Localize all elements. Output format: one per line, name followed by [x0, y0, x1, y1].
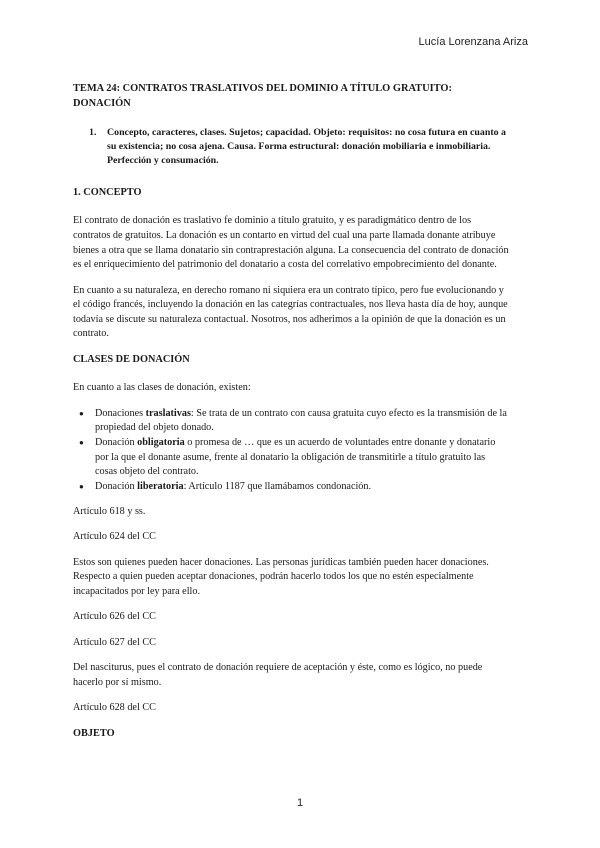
document-body [73, 82, 509, 755]
list-item-keyword: traslativas [145, 407, 191, 419]
list-item-prefix: Donaciones [95, 407, 146, 419]
concepto-paragraph-2: En cuanto a su naturaleza, en derecho romano ni siquiera era un contrato típico, pero fue evolucionando y el código francés, incluyendo la donación en las categrías contractuales, nos lleva hasta día de hoy, aunque todavía se discute su naturaleza contactual. Nosotros, nos adherimos a la opinión de que la donación es un contrato. [73, 284, 508, 340]
article-626: Artículo 626 del CC [73, 611, 156, 623]
personas-paragraph: Estos son quienes pueden hacer donaciones. Las personas jurídicas también pueden hacer donaciones. Respecto a quien pueden aceptar donaciones, podrán hacerlo todos los que no estén especialmente incapacitados por ley para ello. [73, 556, 489, 598]
list-item-keyword: obligatoria [137, 436, 185, 448]
list-item-text: : Artículo 1187 que llamábamos condonación. [183, 480, 372, 492]
section-heading-objeto: OBJETO [73, 727, 115, 739]
list-item [95, 436, 509, 480]
article-628: Artículo 628 del CC [73, 702, 156, 714]
header-author: Lucía Lorenzana Ariza [418, 36, 528, 48]
list-item-prefix: Donación [95, 436, 138, 448]
list-item [95, 480, 509, 495]
list-item-text: : Se trata de un contrato con causa gratuita cuyo efecto es la transmisión de la propiedad del objeto donado. [95, 407, 507, 434]
page-number: 1 [296, 797, 304, 809]
article-627: Artículo 627 del CC [73, 636, 156, 648]
list-item [95, 407, 509, 436]
article-618: Artículo 618 y ss. [73, 506, 146, 518]
topic-outline [89, 126, 509, 169]
page-title: TEMA 24: CONTRATOS TRASLATIVOS DEL DOMINIO A TÍTULO GRATUITO: DONACIÓN [73, 83, 452, 109]
article-624: Artículo 624 del CC [73, 531, 156, 543]
list-item-prefix: Donación [95, 480, 138, 492]
list-item-text: o promesa de … que es un acuerdo de voluntades entre donante y donatario por la que el donante asume, frente al donatario la obligación de transmitirle a título gratuito las cosas objeto del contrato. [95, 436, 496, 478]
section-heading-concepto: 1. CONCEPTO [73, 186, 142, 198]
outline-number: 1. [89, 126, 97, 138]
clases-list [73, 407, 509, 495]
list-item-keyword: liberatoria [137, 480, 184, 492]
nasciturus-paragraph: Del nasciturus, pues el contrato de donación requiere de aceptación y éste, como es lógico, no puede hacerlo por sí mismo. [73, 662, 483, 688]
concepto-paragraph-1: El contrato de donación es traslativo fe dominio a título gratuito, y es paradigmático dentro de los contratos de gratuitos. La donación es un contarto en virtud del cual una parte llamada donante atribuye bienes a otra que se llama donatario sin contraprestación alguna. La consecuencia del contrato de donación es el enriquecimiento del patrimonio del donatario a costa del correlativo empobrecimiento del donante. [73, 215, 509, 271]
clases-intro: En cuanto a las clases de donación, existen: [73, 382, 251, 394]
outline-text: Concepto, caracteres, clases. Sujetos; capacidad. Objeto: requisitos: no cosa futura en cuanto a su existencia; no cosa ajena. Causa. Forma estructural: donación mobiliaria e inmobiliaria. Perfección y consumación. [107, 126, 506, 167]
section-heading-clases: CLASES DE DONACIÓN [73, 353, 190, 365]
